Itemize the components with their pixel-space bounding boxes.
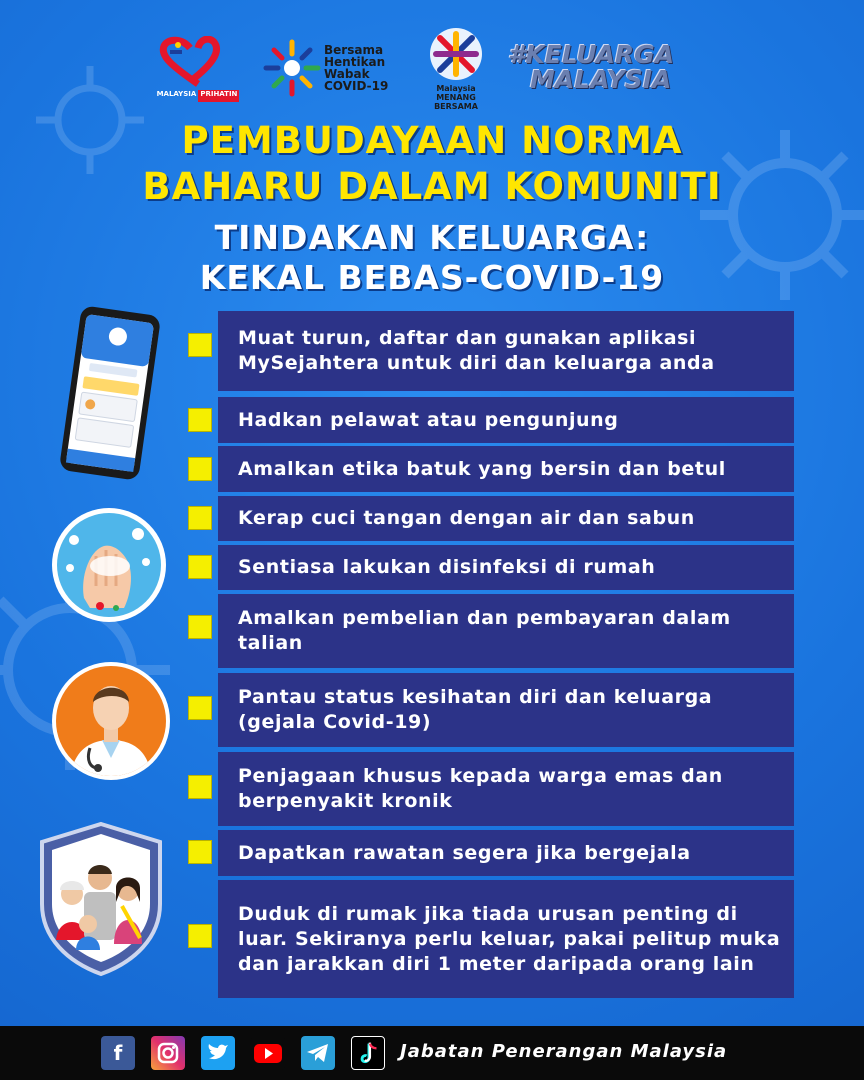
subtitle-line: KEKAL BEBAS-COVID-19 (199, 258, 665, 297)
main-title-line: BAHARU DALAM KOMUNITI (142, 165, 722, 208)
cross-knot-logo-icon (428, 26, 484, 82)
heart-logo-icon (152, 36, 244, 88)
checklist-bullet (188, 506, 212, 530)
checklist-item (218, 446, 794, 492)
checklist-bullet (188, 333, 212, 357)
logo-caption-left: MALAYSIA (156, 90, 197, 98)
logo2-line: Bersama (324, 43, 384, 57)
family-shield-illustration-icon (36, 820, 166, 978)
checklist-item (218, 496, 794, 541)
doctor-illustration-icon (50, 660, 172, 782)
facebook-icon[interactable]: f (101, 1036, 135, 1070)
logo2-line: Wabak (324, 67, 370, 81)
checklist-item (218, 594, 794, 668)
telegram-icon[interactable] (301, 1036, 335, 1070)
instagram-icon[interactable] (151, 1036, 185, 1070)
checklist-bullet (188, 457, 212, 481)
logo4-line: MALAYSIA (530, 65, 672, 94)
checklist-item (218, 397, 794, 443)
telegram-plane-icon (301, 1036, 335, 1070)
checklist-bullet (188, 840, 212, 864)
checklist-bullet (188, 696, 212, 720)
subtitle-line: TINDAKAN KELUARGA: (214, 218, 650, 257)
logo3-caption (428, 84, 484, 111)
checklist-item-text: Pantau status kesihatan diri dan keluarga (gejala Covid-19) (238, 686, 713, 733)
checklist-item-text: Penjagaan khusus kepada warga emas dan berpenyakit kronik (238, 765, 723, 812)
logo2-text (324, 44, 388, 92)
instagram-glyph-icon (151, 1036, 185, 1070)
twitter-bird-icon (201, 1036, 235, 1070)
checklist-item (218, 752, 794, 826)
checklist-item-text: Sentiasa lakukan disinfeksi di rumah (238, 556, 656, 578)
logo3-line: Malaysia (436, 84, 476, 93)
checklist-item (218, 673, 794, 747)
tiktok-icon[interactable] (351, 1036, 385, 1070)
checklist-item-text: Dapatkan rawatan segera jika bergejala (238, 841, 691, 864)
keluarga-malaysia-logo (508, 42, 708, 98)
logo4-line: #KELUARGA (508, 40, 675, 69)
checklist-item (218, 880, 794, 998)
footer-bar (0, 1026, 864, 1080)
checklist-item (218, 311, 794, 391)
checklist-item-text: Duduk di rumak jika tiada urusan penting di luar. Sekiranya perlu keluar, pakai pelitup muka dan jarakkan diri 1 meter daripada orang lain (238, 902, 781, 975)
tiktok-note-icon (352, 1037, 384, 1069)
checklist-bullet (188, 615, 212, 639)
sunburst-logo-icon (262, 38, 322, 98)
checklist-bullet (188, 408, 212, 432)
checklist-item-text: Kerap cuci tangan dengan air dan sabun (238, 507, 695, 529)
logo3-line: BERSAMA (434, 102, 478, 111)
main-title (0, 118, 864, 210)
smartphone-illustration-icon (58, 304, 162, 482)
checklist-item (218, 830, 794, 876)
bersama-hentikan-wabak-logo (262, 38, 402, 100)
checklist-item-text: Amalkan etika batuk yang bersin dan betul (238, 457, 726, 480)
main-title-line: PEMBUDAYAAN NORMA (181, 119, 683, 162)
checklist-bullet (188, 924, 212, 948)
twitter-icon[interactable] (201, 1036, 235, 1070)
checklist-item-text: Amalkan pembelian dan pembayaran dalam talian (238, 607, 731, 654)
checklist-item-text: Muat turun, daftar dan gunakan aplikasi MySejahtera untuk diri dan keluarga anda (238, 327, 715, 374)
logo2-line: COVID-19 (324, 79, 389, 93)
youtube-play-icon (251, 1036, 285, 1070)
youtube-icon[interactable] (251, 1036, 285, 1070)
logo-caption-right: PRIHATIN (198, 90, 239, 102)
checklist-bullet (188, 555, 212, 579)
logo2-line: Hentikan (324, 55, 386, 69)
hand-washing-illustration-icon (50, 506, 168, 624)
malaysia-menang-bersama-logo (428, 26, 484, 111)
checklist-bullet (188, 775, 212, 799)
organization-name: Jabatan Penerangan Malaysia (400, 1041, 728, 1062)
logo3-line: MENANG (436, 93, 476, 102)
checklist-item (218, 545, 794, 590)
malaysia-prihatin-logo (152, 36, 244, 104)
logo-bar (0, 32, 864, 111)
subtitle (0, 218, 864, 298)
checklist-item-text: Hadkan pelawat atau pengunjung (238, 408, 619, 431)
